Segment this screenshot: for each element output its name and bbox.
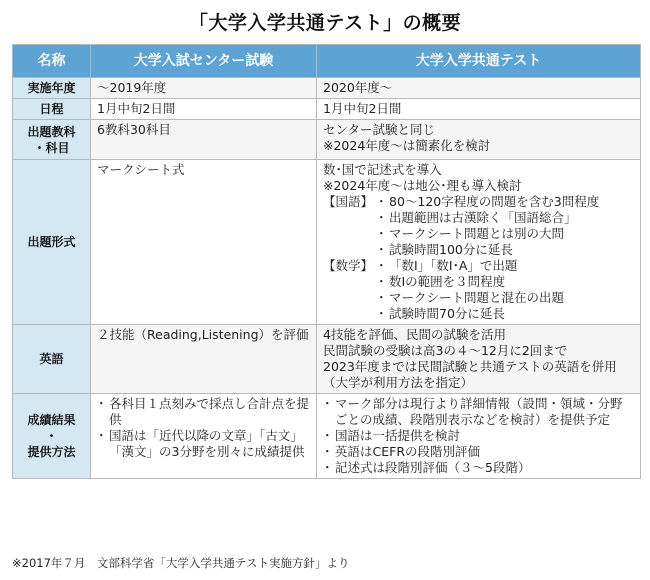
label-english: 英語 bbox=[13, 325, 91, 394]
label-subjects-line2: ・科目 bbox=[33, 140, 70, 155]
sugaku-item bbox=[323, 274, 634, 290]
label-schedule: 日程 bbox=[13, 99, 91, 120]
page-title: 「大学入学共通テスト」の概要 bbox=[188, 12, 462, 34]
label-results bbox=[13, 394, 91, 479]
center-schedule: 1月中旬2日間 bbox=[91, 99, 317, 120]
header-name: 名称 bbox=[13, 45, 91, 78]
source-footnote: ※2017年７月 文部科学省「大学入学共通テスト実施方針」より bbox=[12, 556, 350, 570]
header-common-test: 大学入学共通テスト bbox=[317, 45, 641, 78]
label-subjects-line1: 出題教科 bbox=[27, 124, 76, 139]
label-year: 実施年度 bbox=[13, 78, 91, 99]
common-schedule: 1月中旬2日間 bbox=[317, 99, 641, 120]
english-line: 2023年度までは民間試験と共通テストの英語を併用（大学が利用方法を指定） bbox=[323, 359, 617, 390]
kokugo-item bbox=[323, 194, 634, 210]
format-note: ※2024年度～は地公･理も導入検討 bbox=[323, 178, 522, 193]
sugaku-item-text: 数Ⅰの範囲を３問程度 bbox=[389, 274, 506, 289]
kokugo-item bbox=[323, 210, 634, 226]
kokugo-item-text: 80～120字程度の問題を含む3問程度 bbox=[389, 194, 600, 209]
kokugo-item-text: 出題範囲は古漢除く「国語総合」 bbox=[389, 210, 577, 225]
center-results-item: ・ 各科目１点刻みで採点し合計点を提供 bbox=[97, 396, 310, 428]
center-english bbox=[91, 325, 317, 394]
sugaku-item-text: 「数Ⅰ」「数Ⅰ･A」で出題 bbox=[389, 258, 518, 273]
label-results-line3: 提供方法 bbox=[27, 445, 76, 459]
kokugo-item bbox=[323, 242, 634, 258]
common-results bbox=[317, 394, 641, 479]
sugaku-item bbox=[323, 306, 634, 322]
common-format bbox=[317, 160, 641, 325]
common-subjects-note: ※2024年度～は簡素化を検討 bbox=[323, 138, 491, 153]
sugaku-tag: ・ 【数学】 bbox=[323, 258, 374, 273]
sugaku-item bbox=[323, 290, 634, 306]
center-results bbox=[91, 394, 317, 479]
table-header-row bbox=[13, 45, 641, 78]
row-results bbox=[13, 394, 641, 479]
center-format: マークシート式 bbox=[91, 160, 317, 325]
sugaku-item-text: マークシート問題と混在の出題 bbox=[389, 290, 565, 305]
header-center-exam: 大学入試センター試験 bbox=[91, 45, 317, 78]
center-results-item: ・ 国語は「近代以降の文章」「古文」「漢文」の3分野を別々に成績提供 bbox=[97, 428, 310, 460]
common-results-item: ・ 国語は一括提供を検討 bbox=[323, 428, 634, 444]
kokugo-tag: ・ 【国語】 bbox=[323, 194, 374, 209]
row-format bbox=[13, 160, 641, 325]
kokugo-item-text: マークシート問題とは別の大問 bbox=[389, 226, 565, 241]
common-results-item: ・ 記述式は段階別評価（３～5段階） bbox=[323, 460, 634, 476]
center-year: ～2019年度 bbox=[91, 78, 317, 99]
format-intro: 数･国で記述式を導入 bbox=[323, 162, 442, 177]
kokugo-item-text: 試験時間100分に延長 bbox=[389, 242, 513, 257]
label-results-line2: ・ bbox=[45, 429, 58, 443]
common-results-item: ・ マーク部分は現行より詳細情報（設問・領域・分野ごとの成績、段階別表示などを検討）を提供予定 bbox=[323, 396, 634, 428]
common-subjects-line1: センター試験と同じ bbox=[323, 122, 436, 137]
common-subjects bbox=[317, 120, 641, 160]
row-english bbox=[13, 325, 641, 394]
common-english bbox=[317, 325, 641, 394]
common-year: 2020年度～ bbox=[317, 78, 641, 99]
kokugo-item bbox=[323, 226, 634, 242]
center-english-text: ２技能（Reading,Listening）を評価 bbox=[97, 327, 309, 342]
label-subjects bbox=[13, 120, 91, 160]
row-schedule bbox=[13, 99, 641, 120]
label-results-line1: 成績結果 bbox=[27, 413, 76, 427]
row-subjects bbox=[13, 120, 641, 160]
common-results-item: ・ 英語はCEFRの段階別評価 bbox=[323, 444, 634, 460]
english-line: 民間試験の受験は高3の４～12月に2回まで bbox=[323, 343, 568, 358]
english-line: 4技能を評価、民間の試験を活用 bbox=[323, 327, 506, 342]
sugaku-item bbox=[323, 258, 634, 274]
center-subjects: 6教科30科目 bbox=[91, 120, 317, 160]
label-format: 出題形式 bbox=[13, 160, 91, 325]
sugaku-item-text: 試験時間70分に延長 bbox=[389, 306, 505, 321]
row-year bbox=[13, 78, 641, 99]
overview-table bbox=[12, 44, 641, 479]
